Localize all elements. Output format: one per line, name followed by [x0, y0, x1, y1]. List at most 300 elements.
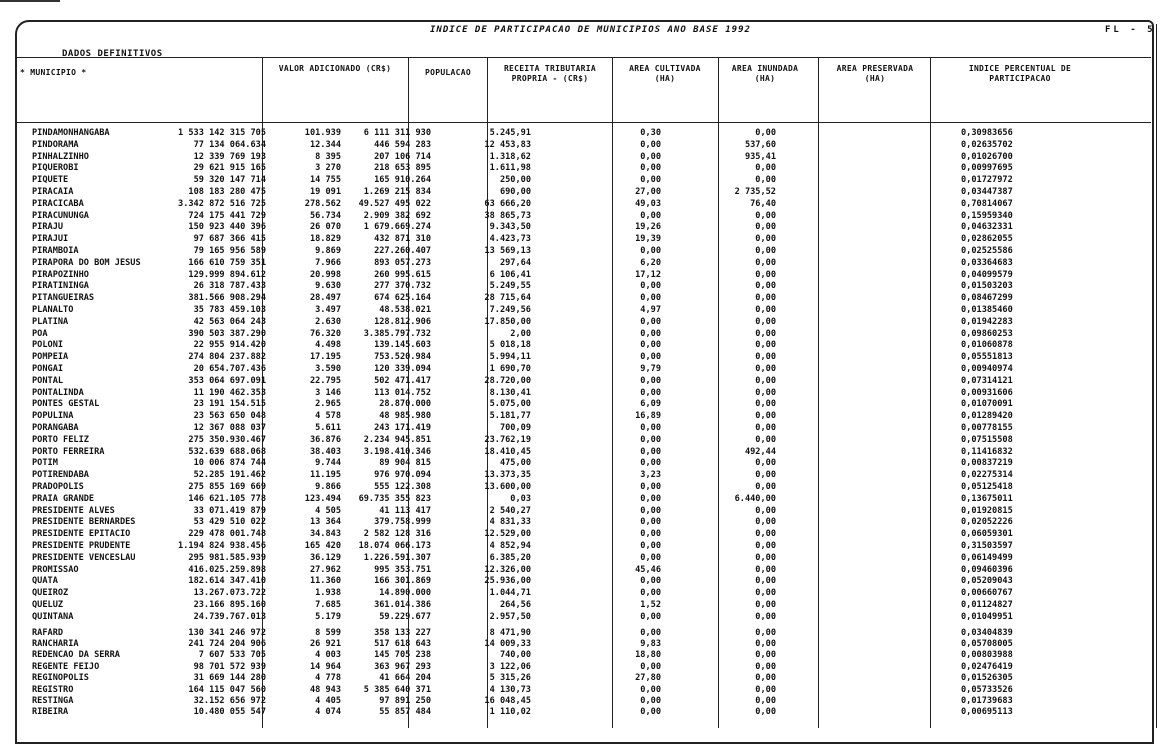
- cell-valor-adicionado: 146 621.105 778: [188, 493, 266, 504]
- cell-populacao: 4 505: [315, 505, 341, 516]
- cell-area-preservada: 0,00: [755, 375, 776, 386]
- cell-area-preservada: 0,00: [755, 305, 776, 315]
- cell-municipio: PROMISSAO: [32, 564, 79, 575]
- cell-area-inundada: 0,00: [640, 661, 661, 672]
- table-row: [16, 516, 1151, 528]
- cell-area-preservada: 0,00: [755, 505, 776, 516]
- cell-valor-adicionado: 12 339 769 193: [193, 151, 266, 162]
- cell-municipio: PONGAI: [32, 364, 64, 374]
- cell-receita-tributaria: 218 653 895: [374, 163, 431, 174]
- table-row: [16, 446, 1151, 458]
- cell-municipio: PONTAL: [32, 375, 64, 386]
- cell-area-cultivada: 12.326,00: [484, 564, 531, 575]
- cell-indice-participacao: 0,09860253: [961, 328, 1013, 339]
- cell-indice-participacao: 0,06059301: [961, 529, 1013, 540]
- cell-area-preservada: 76,40: [750, 198, 776, 209]
- cell-populacao: 101.939: [304, 128, 341, 138]
- cell-valor-adicionado: 33 071.419 879: [193, 505, 266, 516]
- cell-municipio: PRADOPOLIS: [32, 482, 84, 492]
- cell-indice-participacao: 0,00660767: [961, 588, 1013, 599]
- cell-receita-tributaria: 14.890.000: [379, 588, 431, 599]
- cell-valor-adicionado: 20 654.707.436: [193, 364, 266, 374]
- table-row: [16, 351, 1151, 363]
- cell-municipio: PRESIDENTE VENCESLAU: [32, 552, 136, 563]
- cell-area-preservada: 0,00: [755, 696, 776, 706]
- cell-valor-adicionado: 12 367 088 037: [193, 423, 266, 433]
- cell-municipio: PIRACICABA: [32, 198, 84, 209]
- cell-valor-adicionado: 130 341 246 972: [188, 627, 266, 638]
- cell-valor-adicionado: 53 429 510 022: [193, 517, 266, 528]
- cell-area-inundada: 9,79: [640, 364, 661, 374]
- cell-valor-adicionado: 52.285 191.462: [193, 470, 266, 481]
- cell-municipio: PLATINA: [32, 316, 69, 327]
- table-row: [16, 198, 1151, 210]
- cell-receita-tributaria: 48 985.980: [379, 411, 431, 422]
- cell-valor-adicionado: 532.639 688.068: [188, 446, 266, 457]
- header-top-rule: [16, 57, 1151, 58]
- cell-area-inundada: 0,00: [640, 517, 661, 528]
- cell-populacao: 7.685: [315, 600, 341, 610]
- cell-area-inundada: 0,00: [640, 423, 661, 433]
- cell-populacao: 5.611: [315, 423, 341, 433]
- table-row: [16, 139, 1151, 151]
- cell-area-preservada: 537,60: [744, 139, 776, 150]
- cell-area-inundada: 0,00: [640, 316, 661, 327]
- cell-area-inundada: 18,80: [635, 650, 661, 661]
- cell-indice-participacao: 0,03404839: [961, 627, 1013, 638]
- cell-area-cultivada: 3 122,06: [489, 661, 531, 672]
- cell-municipio: PORTO FERREIRA: [32, 446, 105, 457]
- cell-indice-participacao: 0,09460396: [961, 564, 1013, 575]
- cell-populacao: 9.744: [315, 458, 341, 469]
- cell-area-cultivada: 4 130,73: [489, 684, 531, 695]
- cell-area-cultivada: 5 018,18: [489, 340, 531, 351]
- cell-indice-participacao: 0,00695113: [961, 707, 1013, 718]
- cell-area-preservada: 0,00: [755, 650, 776, 661]
- cell-indice-participacao: 0,00997695: [961, 163, 1013, 174]
- table-row: [16, 398, 1151, 410]
- cell-populacao: 3 146: [315, 387, 341, 398]
- cell-valor-adicionado: 24.739.767.013: [193, 611, 266, 622]
- cell-populacao: 36.129: [309, 552, 341, 563]
- cell-municipio: REGISTRO: [32, 684, 74, 695]
- cell-receita-tributaria: 1 679.669.274: [363, 222, 431, 233]
- table-row: [16, 387, 1151, 399]
- cell-municipio: PRESIDENTE PRUDENTE: [32, 541, 131, 551]
- cell-area-cultivada: 6 106,41: [489, 269, 531, 280]
- cell-area-cultivada: 740,00: [499, 650, 531, 661]
- table-row: [16, 564, 1151, 576]
- cell-populacao: 14 964: [309, 661, 341, 672]
- cell-populacao: 56.734: [309, 210, 341, 221]
- cell-indice-participacao: 0,13675011: [961, 493, 1013, 504]
- col-header-municipio: * MUNICIPIO *: [20, 68, 87, 77]
- cell-municipio: REGENTE FEIJO: [32, 661, 100, 672]
- table-row: [16, 210, 1151, 222]
- cell-populacao: 2.630: [315, 316, 341, 327]
- cell-area-inundada: 0,00: [640, 375, 661, 386]
- cell-indice-participacao: 0,02525586: [961, 246, 1013, 256]
- cell-indice-participacao: 0,01060878: [961, 340, 1013, 351]
- cell-populacao: 165 420: [304, 541, 341, 551]
- cell-area-inundada: 0,00: [640, 541, 661, 551]
- table-row: [16, 127, 1151, 139]
- cell-receita-tributaria: 363 967 293: [374, 661, 431, 672]
- cell-populacao: 38.403: [309, 446, 341, 457]
- cell-receita-tributaria: 55 857 484: [379, 707, 431, 718]
- cell-valor-adicionado: 166 610 759 351: [188, 257, 266, 268]
- cell-area-preservada: 0,00: [755, 434, 776, 445]
- cell-valor-adicionado: 416.025.259.898: [188, 564, 266, 575]
- cell-populacao: 4 778: [315, 673, 341, 684]
- table-row: [16, 469, 1151, 481]
- cell-receita-tributaria: 379.758.999: [374, 517, 431, 528]
- cell-municipio: PIRACUNUNGA: [32, 210, 89, 221]
- cell-area-inundada: 0,00: [640, 352, 661, 363]
- cell-area-inundada: 16,89: [635, 411, 661, 422]
- cell-area-cultivada: 1.318,62: [489, 151, 531, 162]
- cell-area-inundada: 0,00: [640, 151, 661, 162]
- cell-valor-adicionado: 22 955 914.420: [193, 340, 266, 351]
- cell-valor-adicionado: 23 563 650 048: [193, 411, 266, 422]
- cell-municipio: POA: [32, 328, 48, 339]
- cell-municipio: RANCHARIA: [32, 639, 79, 649]
- cell-area-cultivada: 700,09: [499, 423, 531, 433]
- report-frame-right-edge: [1152, 24, 1157, 728]
- table-row: [16, 695, 1151, 707]
- cell-area-cultivada: 5 315,26: [489, 673, 531, 684]
- cell-municipio: PONTES GESTAL: [32, 399, 100, 410]
- cell-area-inundada: 0,00: [640, 175, 661, 186]
- cell-municipio: PITANGUEIRAS: [32, 293, 95, 304]
- cell-receita-tributaria: 753.520.984: [374, 352, 431, 363]
- cell-populacao: 4.498: [315, 340, 341, 351]
- cell-receita-tributaria: 89 904 815: [379, 458, 431, 469]
- cell-populacao: 36.876: [309, 434, 341, 445]
- cell-receita-tributaria: 361.014.386: [374, 600, 431, 610]
- cell-valor-adicionado: 7 607 533 705: [198, 650, 266, 661]
- cell-area-preservada: 0,00: [755, 627, 776, 638]
- cell-populacao: 5.179: [315, 611, 341, 622]
- cell-valor-adicionado: 10 006 874 744: [193, 458, 266, 469]
- cell-area-preservada: 0,00: [755, 541, 776, 551]
- table-row: [16, 422, 1151, 434]
- cell-receita-tributaria: 128.812.906: [374, 316, 431, 327]
- cell-municipio: PONTALINDA: [32, 387, 84, 398]
- cell-area-inundada: 0,30: [640, 128, 661, 138]
- cell-indice-participacao: 0,02476419: [961, 661, 1013, 672]
- cell-area-preservada: 492,44: [744, 446, 776, 457]
- cell-municipio: PIQUETE: [32, 175, 69, 186]
- cell-municipio: QUATA: [32, 576, 58, 587]
- cell-receita-tributaria: 120 339.094: [374, 364, 431, 374]
- cell-receita-tributaria: 3.198.410.346: [363, 446, 431, 457]
- cell-valor-adicionado: 275 855 169 669: [188, 482, 266, 492]
- cell-area-cultivada: 250,00: [499, 175, 531, 186]
- table-row: [16, 661, 1151, 673]
- cell-valor-adicionado: 97 687 366 415: [193, 234, 266, 245]
- cell-area-inundada: 9,83: [640, 639, 661, 649]
- cell-indice-participacao: 0,05551813: [961, 352, 1013, 363]
- cell-receita-tributaria: 166 301.869: [374, 576, 431, 587]
- table-row: [16, 540, 1151, 552]
- cell-area-cultivada: 28 715,64: [484, 293, 531, 304]
- cell-indice-participacao: 0,02275314: [961, 470, 1013, 481]
- cell-receita-tributaria: 976 970.094: [374, 470, 431, 481]
- cell-receita-tributaria: 145 705 238: [374, 650, 431, 661]
- cell-area-cultivada: 4.423,73: [489, 234, 531, 245]
- cell-populacao: 76.320: [309, 328, 341, 339]
- cell-municipio: PIRAJUI: [32, 234, 69, 245]
- cell-area-inundada: 49,03: [635, 198, 661, 209]
- table-row: [16, 363, 1151, 375]
- cell-receita-tributaria: 18.074 066.173: [358, 541, 431, 551]
- table-row: [16, 280, 1151, 292]
- cell-area-inundada: 0,00: [640, 458, 661, 469]
- cell-area-preservada: 0,00: [755, 128, 776, 138]
- cell-area-preservada: 2 735,52: [734, 187, 776, 197]
- cell-receita-tributaria: 165 910.264: [374, 175, 431, 186]
- cell-area-cultivada: 13 569,13: [484, 246, 531, 256]
- cell-indice-participacao: 0,31503597: [961, 541, 1013, 551]
- table-row: [16, 174, 1151, 186]
- cell-receita-tributaria: 207 106 714: [374, 151, 431, 162]
- cell-populacao: 12.344: [309, 139, 341, 150]
- cell-area-preservada: 0,00: [755, 600, 776, 610]
- cell-area-preservada: 0,00: [755, 222, 776, 233]
- cell-valor-adicionado: 3.342 872 516 725: [178, 198, 266, 209]
- cell-valor-adicionado: 35 783 459.103: [193, 305, 266, 315]
- cell-indice-participacao: 0,00803988: [961, 650, 1013, 661]
- cell-valor-adicionado: 31 669 144 280: [193, 673, 266, 684]
- table-row: [16, 587, 1151, 599]
- table-row: [16, 505, 1151, 517]
- cell-municipio: PRESIDENTE ALVES: [32, 505, 115, 516]
- cell-area-inundada: 19,39: [635, 234, 661, 245]
- cell-indice-participacao: 0,07314121: [961, 375, 1013, 386]
- cell-area-cultivada: 12.529,00: [484, 529, 531, 540]
- cell-populacao: 27.962: [309, 564, 341, 575]
- table-row: [16, 684, 1151, 696]
- sheet-number: FL - 5: [1105, 25, 1156, 35]
- cell-area-cultivada: 5.181,77: [489, 411, 531, 422]
- cell-area-preservada: 0,00: [755, 387, 776, 398]
- cell-municipio: POPULINA: [32, 411, 74, 422]
- cell-populacao: 8 395: [315, 151, 341, 162]
- cell-populacao: 3.590: [315, 364, 341, 374]
- cell-area-cultivada: 8 471,90: [489, 627, 531, 638]
- cell-populacao: 2.965: [315, 399, 341, 410]
- cell-valor-adicionado: 295 981.585.939: [188, 552, 266, 563]
- cell-indice-participacao: 0,04099579: [961, 269, 1013, 280]
- cell-municipio: PORTO FELIZ: [32, 434, 89, 445]
- cell-valor-adicionado: 32.152 656 972: [193, 696, 266, 706]
- cell-municipio: PINHALZINHO: [32, 151, 89, 162]
- cell-receita-tributaria: 893 057.273: [374, 257, 431, 268]
- cell-area-cultivada: 2,00: [510, 328, 531, 339]
- cell-area-inundada: 0,00: [640, 529, 661, 540]
- table-row: [16, 162, 1151, 174]
- report-subtitle: DADOS DEFINITIVOS: [62, 49, 163, 59]
- cell-area-preservada: 0,00: [755, 564, 776, 575]
- cell-indice-participacao: 0,08467299: [961, 293, 1013, 304]
- table-row: [16, 611, 1151, 623]
- cell-valor-adicionado: 98 701 572 939: [193, 661, 266, 672]
- cell-populacao: 11.360: [309, 576, 341, 587]
- cell-municipio: PRAIA GRANDE: [32, 493, 95, 504]
- cell-area-preservada: 0,00: [755, 175, 776, 186]
- table-row: [16, 257, 1151, 269]
- cell-area-preservada: 0,00: [755, 364, 776, 374]
- cell-area-preservada: 0,00: [755, 517, 776, 528]
- cell-populacao: 4 578: [315, 411, 341, 422]
- cell-receita-tributaria: 432 871 310: [374, 234, 431, 245]
- cell-valor-adicionado: 353 064 697.091: [188, 375, 266, 386]
- cell-area-inundada: 0,00: [640, 493, 661, 504]
- table-row: [16, 186, 1151, 198]
- cell-area-preservada: 0,00: [755, 281, 776, 292]
- cell-receita-tributaria: 674 625.164: [374, 293, 431, 304]
- cell-area-inundada: 0,00: [640, 387, 661, 398]
- table-row: [16, 528, 1151, 540]
- cell-area-inundada: 0,00: [640, 281, 661, 292]
- cell-area-inundada: 17,12: [635, 269, 661, 280]
- header-bottom-rule: [16, 122, 1151, 123]
- cell-indice-participacao: 0,01385460: [961, 305, 1013, 315]
- cell-area-preservada: 0,00: [755, 328, 776, 339]
- cell-indice-participacao: 0,04632331: [961, 222, 1013, 233]
- cell-populacao: 26 921: [309, 639, 341, 649]
- cell-area-preservada: 0,00: [755, 458, 776, 469]
- cell-area-preservada: 0,00: [755, 316, 776, 327]
- cell-valor-adicionado: 274 804 237.882: [188, 352, 266, 363]
- cell-area-preservada: 0,00: [755, 707, 776, 718]
- cell-area-preservada: 0,00: [755, 576, 776, 587]
- cell-municipio: PIRAPOZINHO: [32, 269, 89, 280]
- cell-populacao: 4 405: [315, 696, 341, 706]
- cell-area-inundada: 0,00: [640, 293, 661, 304]
- cell-receita-tributaria: 97 891 250: [379, 696, 431, 706]
- cell-indice-participacao: 0,03364683: [961, 257, 1013, 268]
- cell-receita-tributaria: 1.226.591.307: [363, 552, 431, 563]
- cell-area-preservada: 0,00: [755, 411, 776, 422]
- cell-receita-tributaria: 502 471.417: [374, 375, 431, 386]
- cell-receita-tributaria: 277 370.732: [374, 281, 431, 292]
- cell-area-inundada: 0,00: [640, 446, 661, 457]
- cell-populacao: 11.195: [309, 470, 341, 481]
- cell-area-cultivada: 18.410,45: [484, 446, 531, 457]
- cell-municipio: POLONI: [32, 340, 64, 351]
- cell-municipio: RIBEIRA: [32, 707, 69, 718]
- cell-area-inundada: 19,26: [635, 222, 661, 233]
- cell-area-cultivada: 475,00: [499, 458, 531, 469]
- cell-valor-adicionado: 26 318 787.433: [193, 281, 266, 292]
- cell-populacao: 3.497: [315, 305, 341, 315]
- cell-populacao: 22.795: [309, 375, 341, 386]
- cell-municipio: QUEIROZ: [32, 588, 69, 599]
- cell-populacao: 26 070: [309, 222, 341, 233]
- cell-area-cultivada: 690,00: [499, 187, 531, 197]
- cell-valor-adicionado: 241 724 204 906: [188, 639, 266, 649]
- cell-indice-participacao: 0,06149499: [961, 552, 1013, 563]
- table-row: [16, 552, 1151, 564]
- cell-populacao: 17.195: [309, 352, 341, 363]
- cell-indice-participacao: 0,07515508: [961, 434, 1013, 445]
- cell-area-preservada: 6.440,00: [734, 493, 776, 504]
- cell-area-cultivada: 4 831,33: [489, 517, 531, 528]
- cell-area-preservada: 0,00: [755, 588, 776, 599]
- cell-area-preservada: 0,00: [755, 163, 776, 174]
- cell-receita-tributaria: 2.234 945.851: [363, 434, 431, 445]
- table-row: [16, 627, 1151, 639]
- cell-indice-participacao: 0,01526305: [961, 673, 1013, 684]
- cell-indice-participacao: 0,02862055: [961, 234, 1013, 245]
- cell-populacao: 4 074: [315, 707, 341, 718]
- cell-area-cultivada: 5.245,91: [489, 128, 531, 138]
- cell-receita-tributaria: 2.909 382 692: [363, 210, 431, 221]
- cell-area-inundada: 1,52: [640, 600, 661, 610]
- cell-receita-tributaria: 2 582 128 316: [363, 529, 431, 540]
- cell-area-preservada: 0,00: [755, 257, 776, 268]
- cell-indice-participacao: 0,02635702: [961, 139, 1013, 150]
- cell-area-cultivada: 8.130,41: [489, 387, 531, 398]
- cell-area-preservada: 935,41: [744, 151, 776, 162]
- cell-receita-tributaria: 5 385 640 371: [363, 684, 431, 695]
- col-header-populacao: POPULACAO: [424, 68, 472, 77]
- cell-populacao: 3 270: [315, 163, 341, 174]
- cell-valor-adicionado: 1 533 142 315 705: [178, 128, 266, 138]
- cell-area-preservada: 0,00: [755, 269, 776, 280]
- cell-valor-adicionado: 182.614 347.410: [188, 576, 266, 587]
- cell-valor-adicionado: 108 183 280 475: [188, 187, 266, 197]
- cell-area-cultivada: 28.720,00: [484, 375, 531, 386]
- cell-area-preservada: 0,00: [755, 399, 776, 410]
- cell-receita-tributaria: 260 995.615: [374, 269, 431, 280]
- cell-area-preservada: 0,00: [755, 661, 776, 672]
- cell-area-inundada: 0,00: [640, 707, 661, 718]
- cell-area-inundada: 0,00: [640, 434, 661, 445]
- cell-populacao: 1.938: [315, 588, 341, 599]
- cell-municipio: QUINTANA: [32, 611, 74, 622]
- cell-area-inundada: 0,00: [640, 684, 661, 695]
- cell-area-inundada: 0,00: [640, 552, 661, 563]
- cell-indice-participacao: 0,01727972: [961, 175, 1013, 186]
- cell-municipio: RAFARD: [32, 627, 64, 638]
- cell-municipio: REGINOPOLIS: [32, 673, 89, 684]
- cell-area-inundada: 3,23: [640, 470, 661, 481]
- cell-municipio: PRESIDENTE EPITACIO: [32, 529, 131, 540]
- cell-area-preservada: 0,00: [755, 340, 776, 351]
- cell-indice-participacao: 0,00940974: [961, 364, 1013, 374]
- cell-area-preservada: 0,00: [755, 423, 776, 433]
- cell-valor-adicionado: 724 175 441 729: [188, 210, 266, 221]
- cell-valor-adicionado: 129.999 894.612: [188, 269, 266, 280]
- cell-municipio: PRESIDENTE BERNARDES: [32, 517, 136, 528]
- cell-area-cultivada: 1.611,98: [489, 163, 531, 174]
- cell-valor-adicionado: 390 503 387.290: [188, 328, 266, 339]
- table-row: [16, 706, 1151, 718]
- table-row: [16, 292, 1151, 304]
- cell-municipio: RESTINGA: [32, 696, 74, 706]
- cell-area-cultivada: 13.600,00: [484, 482, 531, 492]
- cell-valor-adicionado: 275 350.930.467: [188, 434, 266, 445]
- cell-area-cultivada: 12 453,83: [484, 139, 531, 150]
- cell-area-inundada: 0,00: [640, 139, 661, 150]
- cell-indice-participacao: 0,01920815: [961, 505, 1013, 516]
- cell-indice-participacao: 0,00931606: [961, 387, 1013, 398]
- cell-indice-participacao: 0,05733526: [961, 684, 1013, 695]
- cell-area-cultivada: 5.075,00: [489, 399, 531, 410]
